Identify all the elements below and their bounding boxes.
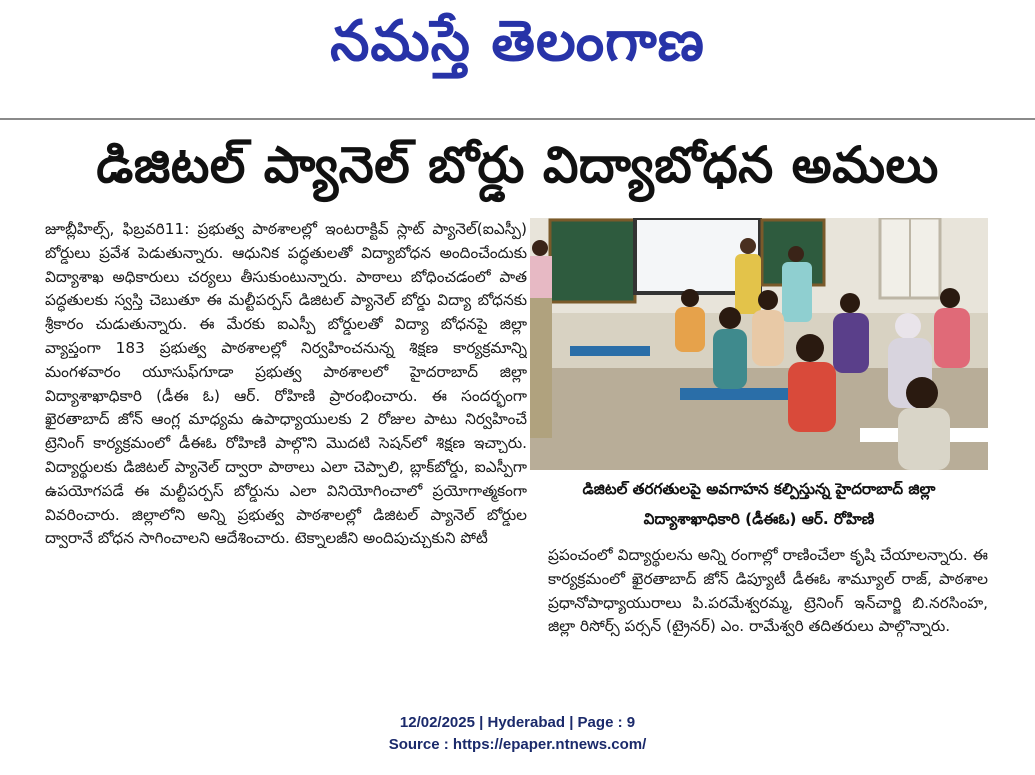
masthead: [0, 0, 1035, 116]
footer-dateline: 12/02/2025 | Hyderabad | Page : 9: [399, 714, 636, 731]
classroom-photo-illustration: [530, 218, 988, 470]
footer-source-link[interactable]: Source : https://epaper.ntnews.com/: [388, 736, 647, 753]
article-photo: [530, 218, 988, 470]
masthead-divider: [0, 118, 1035, 120]
article-headline: డిజిటల్ ప్యానెల్ బోర్డు విద్యాబోధన అమలు: [96, 136, 939, 194]
article-body-left: జూబ్లీహిల్స్, ఫిబ్రవరి11: ప్రభుత్వ పాఠశాలల్లో ఇంటరాక్టివ్ స్లాట్ ప్యానెల్(ఐఎస్పీ) బోర్డులు ప్రవేశ పెడుతున్నారు. ఆధునిక పద్ధతులతో విద్యాబోధన అందించేందుకు విద్యాశాఖ అధికారులు చర్యలు తీసుకుంటున్నారు. పాఠాలు బోధించడంలో పాత పద్ధతులకు స్వస్తి చెబుతూ ఈ మల్టీపర్పస్ డిజిటల్ ప్యానెల్ బోర్డు విద్యా బోధనకు శ్రీకారం చుడుతున్నారు. ఈ మేరకు ఐఎస్పీ బోర్డులతో విద్యా బోధనపై జిల్లా వ్యాప్తంగా 183 ప్రభుత్వ పాఠశాలల్లో నిర్వహించనున్న శిక్షణ కార్యక్రమాన్ని మంగళవారం యూసుఫ్‌గూడా ప్రభుత్వ పాఠశాలలో హైదరాబాద్ జిల్లా విద్యాశాఖాధికారి (డీఈ ఓ) ఆర్. రోహిణి ప్రారంభించారు. ఈ సందర్భంగా ఖైరతాబాద్ జోన్ ఆంగ్ల మాధ్యమ ఉపాధ్యాయులకు 2 రోజుల పాటు నిర్వహించే ట్రెనింగ్ కార్యక్రమంలో డీఈఓ రోహిణి పాల్గొని మొదటి సెషన్‌లో శిక్షణ ఇచ్చారు. విద్యార్థులకు డిజిటల్ ప్యానెల్ ద్వారా పాఠాలు ఎలా చెప్పాలి, బ్లాక్‌బోర్డు, ఐఎస్పీగా ఉపయోగపడే ఈ మల్టీపర్పస్ బోర్డును ఎలా వినియోగించాలో ప్రయోగాత్మకంగా వివరించారు. జిల్లాలోని అన్ని ప్రభుత్వ పాఠశాలల్లో డిజిటల్ ప్యానెల్ బోర్డుల ద్వారానే బోధన సాగించాలని ఆదేశించారు. టెక్నాలజీని అందిపుచ్చుకుని పోటీ: [45, 220, 527, 548]
article-body-right: ప్రపంచంలో విద్యార్థులను అన్ని రంగాల్లో రాణించేలా కృషి చేయాలన్నారు. ఈ కార్యక్రమంలో ఖైరతాబాద్ జోన్ డిప్యూటీ డీఈఓ శామ్యూల్ రాజ్, పాఠశాల ప్రధానోపాధ్యాయురాలు పి.పరమేశ్వరమ్మ, ట్రెనింగ్ ఇన్‌చార్జి బి.నరసింహ, జిల్లా రిసోర్స్ పర్సన్ (ట్రైనర్) ఎం. రామేశ్వరి తదితరులు పాల్గొన్నారు.: [548, 546, 988, 636]
newspaper-logo: నమస్తే తెలంగాణ: [330, 9, 705, 74]
footer: [0, 712, 1035, 756]
photo-caption: డిజిటల్ తరగతులపై అవగాహన కల్పిస్తున్న హైదరాబాద్ జిల్లా విద్యాశాఖాధికారి (డీఈఓ) ఆర్. రోహిణి: [582, 480, 936, 528]
